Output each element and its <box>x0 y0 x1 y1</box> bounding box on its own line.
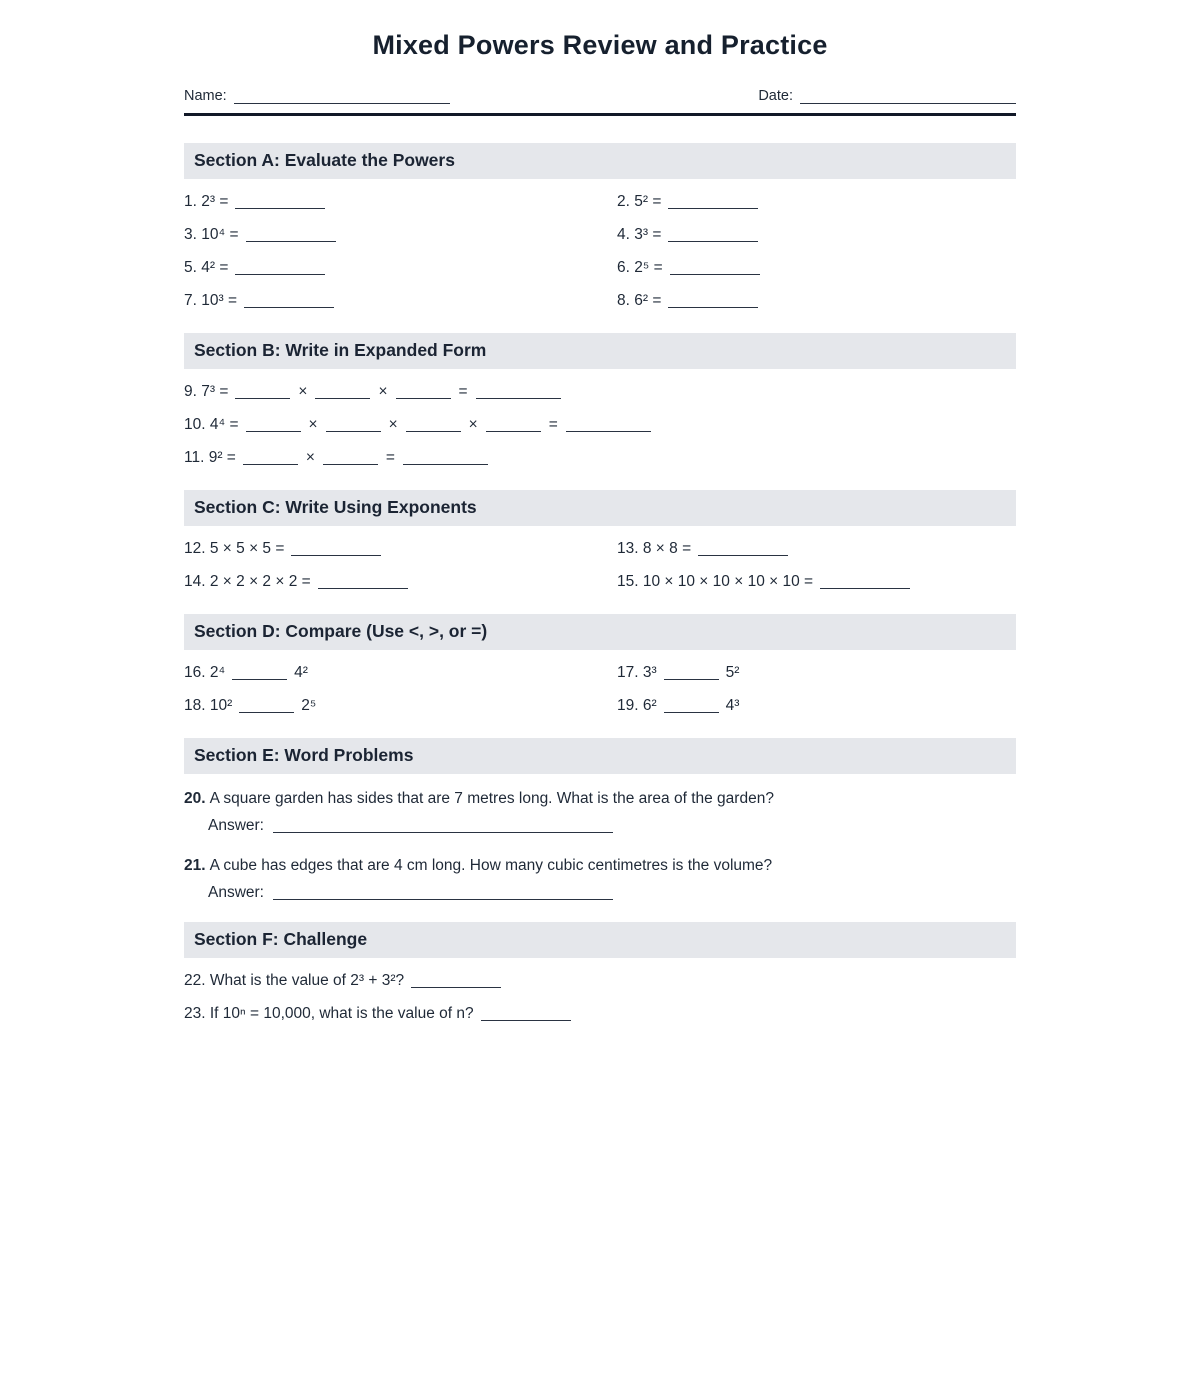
section-d <box>184 614 1016 722</box>
answer-blank-21[interactable] <box>273 894 613 900</box>
problem-12: 12. 5 × 5 × 5 = <box>184 532 617 565</box>
answer-blank-5[interactable] <box>235 269 325 275</box>
problem-23: 23. If 10ⁿ = 10,000, what is the value of n? <box>184 997 1016 1030</box>
factor-blank[interactable] <box>406 426 461 432</box>
section-f <box>184 922 1016 1030</box>
answer-blank-2[interactable] <box>668 203 758 209</box>
times-sign: × <box>468 416 478 433</box>
problem-14: 14. 2 × 2 × 2 × 2 = <box>184 565 617 598</box>
answer-blank-12[interactable] <box>291 550 381 556</box>
times-sign: × <box>298 383 308 400</box>
section-e <box>184 738 1016 906</box>
name-field <box>184 88 450 104</box>
section-a-body <box>184 179 1016 317</box>
result-blank-9[interactable] <box>476 393 561 399</box>
section-c-body <box>184 526 1016 598</box>
equals-sign: = <box>548 416 558 433</box>
answer-blank-7[interactable] <box>244 302 334 308</box>
section-b-header: Section B: Write in Expanded Form <box>184 333 1016 369</box>
equals-sign: = <box>458 383 468 400</box>
answer-blank-8[interactable] <box>668 302 758 308</box>
page-title: Mixed Powers Review and Practice <box>372 30 828 60</box>
section-b <box>184 333 1016 474</box>
section-d-body <box>184 650 1016 722</box>
problem-8: 8. 6² = <box>617 284 1016 317</box>
compare-blank-17[interactable] <box>664 674 719 680</box>
answer-blank-13[interactable] <box>698 550 788 556</box>
problem-15: 15. 10 × 10 × 10 × 10 × 10 = <box>617 565 1016 598</box>
problem-9: 9. 7³ = × × = <box>184 375 1016 408</box>
result-blank-10[interactable] <box>566 426 651 432</box>
times-sign: × <box>388 416 398 433</box>
name-input-line[interactable] <box>234 98 450 104</box>
problem-22: 22. What is the value of 2³ + 3²? <box>184 964 1016 997</box>
section-e-body <box>184 774 1016 906</box>
times-sign: × <box>378 383 388 400</box>
problem-21 <box>184 847 1016 876</box>
section-e-header: Section E: Word Problems <box>184 738 1016 774</box>
factor-blank[interactable] <box>323 459 378 465</box>
date-label: Date: <box>758 88 793 104</box>
section-a <box>184 143 1016 317</box>
section-f-body <box>184 958 1016 1030</box>
worksheet-page <box>184 0 1016 1030</box>
section-d-header: Section D: Compare (Use <, >, or =) <box>184 614 1016 650</box>
factor-blank[interactable] <box>243 459 298 465</box>
problem-13: 13. 8 × 8 = <box>617 532 1016 565</box>
answer-blank-22[interactable] <box>411 982 501 988</box>
factor-blank[interactable] <box>326 426 381 432</box>
problem-10: 10. 4⁴ = × × × = <box>184 408 1016 441</box>
factor-blank[interactable] <box>486 426 541 432</box>
times-sign: × <box>308 416 318 433</box>
problem-number: 21. <box>184 857 206 874</box>
problem-1: 1. 2³ = <box>184 185 617 218</box>
answer-blank-3[interactable] <box>246 236 336 242</box>
answer-blank-6[interactable] <box>670 269 760 275</box>
problem-16: 16. 2⁴ 4² <box>184 664 308 681</box>
problem-11: 11. 9² = × = <box>184 441 1016 474</box>
answer-blank-15[interactable] <box>820 583 910 589</box>
section-c <box>184 490 1016 598</box>
result-blank-11[interactable] <box>403 459 488 465</box>
date-field <box>758 88 1016 104</box>
problem-4: 4. 3³ = <box>617 218 1016 251</box>
section-f-header: Section F: Challenge <box>184 922 1016 958</box>
answer-blank-4[interactable] <box>668 236 758 242</box>
factor-blank[interactable] <box>235 393 290 399</box>
section-c-header: Section C: Write Using Exponents <box>184 490 1016 526</box>
problem-18: 18. 10² 2⁵ <box>184 697 317 714</box>
date-input-line[interactable] <box>800 98 1016 104</box>
problem-7: 7. 10³ = <box>184 284 617 317</box>
answer-blank-20[interactable] <box>273 827 613 833</box>
problem-text: A cube has edges that are 4 cm long. How many cubic centimetres is the volume? <box>209 857 773 874</box>
problem-19: 19. 6² 4³ <box>617 697 740 714</box>
problem-17: 17. 3³ 5² <box>617 664 740 681</box>
section-a-header: Section A: Evaluate the Powers <box>184 143 1016 179</box>
answer-blank-14[interactable] <box>318 583 408 589</box>
factor-blank[interactable] <box>246 426 301 432</box>
answer-label: Answer: <box>208 884 264 901</box>
problem-number: 20. <box>184 790 206 807</box>
problem-text: A square garden has sides that are 7 metres long. What is the area of the garden? <box>209 790 774 807</box>
header-divider <box>184 113 1016 116</box>
times-sign: × <box>305 449 315 466</box>
answer-row-21 <box>208 880 1016 906</box>
problem-5: 5. 4² = <box>184 251 617 284</box>
answer-row-20 <box>208 813 1016 839</box>
name-date-row <box>184 88 1016 104</box>
problem-6: 6. 2⁵ = <box>617 251 1016 284</box>
compare-blank-19[interactable] <box>664 707 719 713</box>
problem-2: 2. 5² = <box>617 185 1016 218</box>
factor-blank[interactable] <box>396 393 451 399</box>
name-label: Name: <box>184 88 227 104</box>
section-b-body <box>184 369 1016 474</box>
compare-blank-16[interactable] <box>232 674 287 680</box>
compare-blank-18[interactable] <box>239 707 294 713</box>
problem-20 <box>184 780 1016 809</box>
problem-3: 3. 10⁴ = <box>184 218 617 251</box>
answer-blank-23[interactable] <box>481 1015 571 1021</box>
factor-blank[interactable] <box>315 393 370 399</box>
equals-sign: = <box>385 449 395 466</box>
answer-label: Answer: <box>208 817 264 834</box>
answer-blank-1[interactable] <box>235 203 325 209</box>
